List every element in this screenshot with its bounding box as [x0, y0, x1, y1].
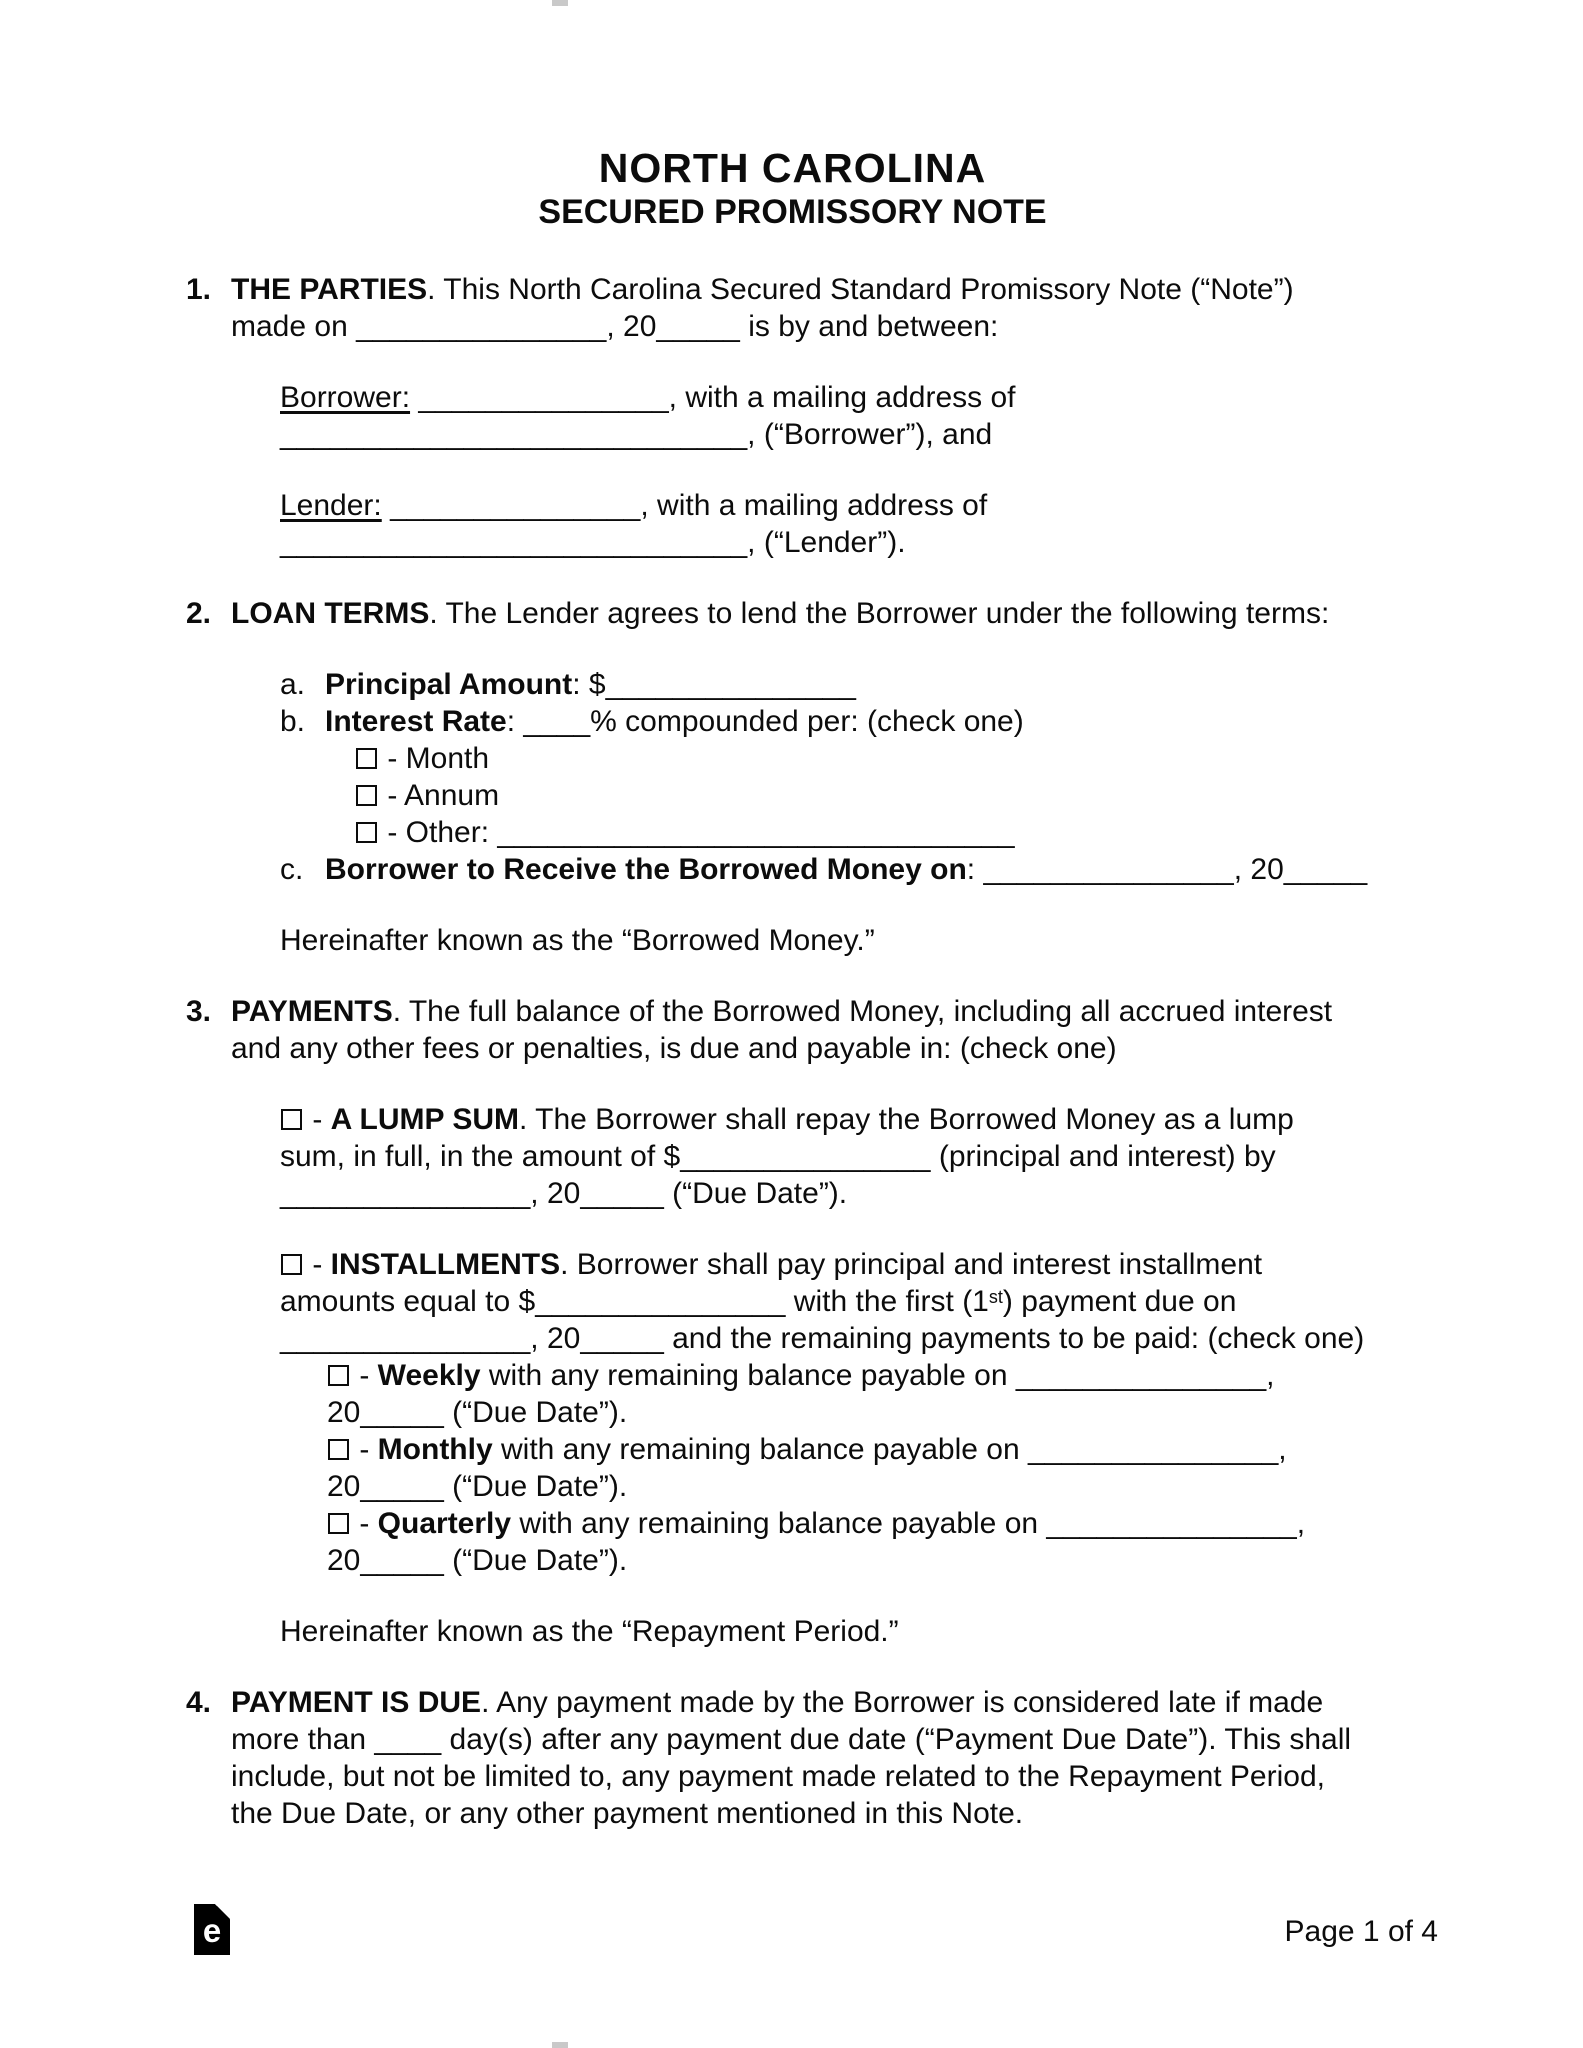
text-run: , with a mailing address of — [640, 489, 988, 522]
text-line — [280, 922, 1399, 959]
text-run: , 20 — [530, 1177, 581, 1210]
text-line — [325, 851, 1399, 888]
text-run: - Month — [379, 742, 490, 775]
text-run: sum, in full, in the amount of $ — [280, 1140, 681, 1173]
text-line — [325, 703, 1399, 740]
item-c-receive-date — [280, 851, 1399, 888]
blank-lender-name: _______________ — [390, 489, 641, 522]
text-run: . Borrower shall pay principal and interest installment — [560, 1248, 1263, 1281]
text-line — [231, 1758, 1399, 1795]
text-run: , (“Lender”). — [747, 526, 906, 559]
blank-borrower-address: ____________________________ — [280, 418, 748, 451]
text-run: Quarterly — [377, 1507, 512, 1540]
option-annum — [355, 777, 1399, 814]
text-line — [327, 1542, 1399, 1579]
checkbox-icon — [281, 1109, 302, 1130]
text-line — [280, 1175, 1399, 1212]
section-body — [231, 595, 1399, 632]
text-line — [280, 379, 1399, 416]
text-run: - — [351, 1507, 378, 1540]
text-run: . The full balance of the Borrowed Money, including all accrued interest — [392, 995, 1333, 1028]
text-run: Lender: — [280, 489, 382, 522]
text-run: Hereinafter known as the “Borrowed Money.” — [280, 924, 875, 957]
text-run: 20 — [327, 1544, 361, 1577]
text-line — [327, 1357, 1399, 1394]
text-line — [325, 666, 1399, 703]
item-body — [325, 666, 1399, 703]
text-run: and any other fees or penalties, is due and payable in: (check one) — [231, 1032, 1117, 1065]
text-run: . The Borrower shall repay the Borrowed Money as a lump — [519, 1103, 1294, 1136]
text-run: - — [351, 1433, 378, 1466]
blank-receive-year: _____ — [1283, 853, 1368, 886]
item-body — [325, 851, 1399, 888]
text-line — [327, 1505, 1399, 1542]
blank-principal-amount: _______________ — [605, 668, 856, 701]
text-line — [231, 308, 1399, 345]
text-line — [355, 777, 1399, 814]
text-run: A LUMP SUM — [330, 1103, 520, 1136]
section-2-loan-terms — [186, 595, 1399, 632]
text-run: with any remaining balance payable on — [480, 1359, 1016, 1392]
option-weekly — [327, 1357, 1399, 1431]
option-month — [355, 740, 1399, 777]
text-line — [280, 1283, 1399, 1320]
text-run: st — [988, 1286, 1003, 1307]
blank-made-on-date: _______________ — [356, 310, 607, 343]
text-run: , 20 — [1233, 853, 1284, 886]
blank-receive-date: _______________ — [983, 853, 1234, 886]
text-line — [280, 1246, 1399, 1283]
eforms-document-logo — [194, 1904, 230, 1955]
list-marker: b. — [280, 705, 306, 738]
section-body — [231, 271, 1399, 345]
text-run: PAYMENTS — [231, 995, 393, 1028]
text-run: - Annum — [379, 779, 500, 812]
text-line — [355, 740, 1399, 777]
section-1-the-parties — [186, 271, 1399, 345]
text-run: : — [506, 705, 524, 738]
blank-borrower-name: _______________ — [418, 381, 669, 414]
text-line — [280, 416, 1399, 453]
text-line — [231, 993, 1399, 1030]
text-run: Interest Rate — [325, 705, 507, 738]
text-line — [280, 1320, 1399, 1357]
text-run: - — [351, 1359, 378, 1392]
text-run: INSTALLMENTS — [330, 1248, 561, 1281]
section-body — [231, 1684, 1399, 1832]
page-number: Page 1 of 4 — [1284, 1915, 1438, 1948]
text-line — [231, 1721, 1399, 1758]
section-4-payment-is-due — [186, 1684, 1399, 1832]
blank-lender-address: ____________________________ — [280, 526, 748, 559]
text-run: , — [1266, 1359, 1275, 1392]
lender-clause — [280, 487, 1399, 561]
text-line — [280, 1101, 1399, 1138]
list-marker: c. — [280, 853, 304, 886]
text-run: (“Due Date”). — [663, 1177, 848, 1210]
text-run: day(s) after any payment due date (“Payment Due Date”). This shall — [441, 1723, 1352, 1756]
text-run: 20 — [327, 1396, 361, 1429]
text-run: . The Lender agrees to lend the Borrower under the following terms: — [429, 597, 1330, 630]
text-run: . This North Carolina Secured Standard Promissory Note (“Note”) — [427, 273, 1294, 306]
checkbox-icon — [328, 1365, 349, 1386]
blank-interest-rate: ____ — [523, 705, 591, 738]
text-line — [280, 1138, 1399, 1175]
text-run: Hereinafter known as the “Repayment Period.” — [280, 1615, 899, 1648]
blank-monthly-year: _____ — [360, 1470, 444, 1503]
checkbox-icon — [356, 822, 377, 843]
text-run: (“Due Date”). — [443, 1470, 628, 1503]
text-line — [280, 487, 1399, 524]
section-number: 3. — [186, 995, 212, 1028]
text-run: : — [966, 853, 984, 886]
text-run: % compounded per: (check one) — [590, 705, 1024, 738]
logo-letter: e — [202, 1912, 222, 1949]
text-run: - — [304, 1248, 331, 1281]
text-run: Borrower to Receive the Borrowed Money on — [325, 853, 967, 886]
text-run: more than — [231, 1723, 375, 1756]
text-run: , (“Borrower”), and — [747, 418, 993, 451]
text-run: Monthly — [377, 1433, 493, 1466]
text-run: (“Due Date”). — [443, 1396, 628, 1429]
text-line — [327, 1468, 1399, 1505]
blank-quarterly-date: _______________ — [1046, 1507, 1297, 1540]
text-run: the Due Date, or any other payment mentioned in this Note. — [231, 1797, 1024, 1830]
document-subtitle: SECURED PROMISSORY NOTE — [538, 193, 1047, 231]
installments-option — [280, 1246, 1399, 1357]
text-run: - — [304, 1103, 331, 1136]
section-3-payments — [186, 993, 1399, 1067]
text-run: made on — [231, 310, 357, 343]
text-line — [231, 595, 1399, 632]
blank-late-days: ____ — [374, 1723, 442, 1756]
blank-first-payment-date: _______________ — [280, 1322, 531, 1355]
blank-installment-amount: _______________ — [535, 1285, 786, 1318]
text-run: - Other: — [379, 816, 498, 849]
text-line — [280, 1613, 1399, 1650]
option-other — [355, 814, 1399, 851]
text-line — [231, 1684, 1399, 1721]
text-line — [231, 271, 1399, 308]
checkbox-icon — [328, 1439, 349, 1460]
text-run: with any remaining balance payable on — [492, 1433, 1028, 1466]
text-run: amounts equal to $ — [280, 1285, 536, 1318]
blank-monthly-date: _______________ — [1028, 1433, 1279, 1466]
text-line — [327, 1431, 1399, 1468]
blank-other-compound: _______________________________ — [497, 816, 1015, 849]
option-monthly — [327, 1431, 1399, 1505]
text-run: is by and between: — [739, 310, 999, 343]
text-run: , 20 — [530, 1322, 581, 1355]
text-line — [327, 1394, 1399, 1431]
section-body — [231, 993, 1399, 1067]
text-run: , — [1278, 1433, 1287, 1466]
blank-lump-amount: _______________ — [680, 1140, 931, 1173]
text-run: ) payment due on — [1002, 1285, 1237, 1318]
text-run — [382, 489, 390, 522]
scan-artifact-bottom — [552, 2042, 568, 2048]
section-number: 2. — [186, 597, 212, 630]
text-run: (principal and interest) by — [930, 1140, 1276, 1173]
section-number: 1. — [186, 273, 212, 306]
list-marker: a. — [280, 668, 306, 701]
text-run: Weekly — [377, 1359, 481, 1392]
item-a-principal-amount — [280, 666, 1399, 703]
blank-weekly-date: _______________ — [1015, 1359, 1267, 1392]
text-line — [231, 1030, 1399, 1067]
text-run: : $ — [572, 668, 606, 701]
text-run: 20 — [327, 1470, 361, 1503]
repayment-period-note — [280, 1613, 1399, 1650]
document-content — [186, 0, 1399, 1832]
text-run: with any remaining balance payable on — [511, 1507, 1047, 1540]
text-run: with the first (1 — [785, 1285, 989, 1318]
checkbox-icon — [328, 1513, 349, 1534]
checkbox-icon — [281, 1254, 302, 1275]
checkbox-icon — [356, 785, 377, 806]
text-run: (“Due Date”). — [443, 1544, 628, 1577]
blank-first-payment-year: _____ — [580, 1322, 664, 1355]
text-run: , 20 — [606, 310, 657, 343]
item-b-interest-rate — [280, 703, 1399, 740]
option-quarterly — [327, 1505, 1399, 1579]
text-line — [231, 1795, 1399, 1832]
text-run: include, but not be limited to, any payment made related to the Repayment Period, — [231, 1760, 1325, 1793]
checkbox-icon — [356, 748, 377, 769]
blank-weekly-year: _____ — [360, 1396, 444, 1429]
text-run: LOAN TERMS — [231, 597, 430, 630]
text-line — [280, 524, 1399, 561]
item-body — [325, 703, 1399, 740]
text-run: . Any payment made by the Borrower is considered late if made — [481, 1686, 1324, 1719]
text-run: THE PARTIES — [231, 273, 428, 306]
blank-lump-date: _______________ — [280, 1177, 531, 1210]
borrower-clause — [280, 379, 1399, 453]
blank-quarterly-year: _____ — [360, 1544, 444, 1577]
text-run: Principal Amount — [325, 668, 573, 701]
text-run: and the remaining payments to be paid: (check one) — [663, 1322, 1365, 1355]
lump-sum-option — [280, 1101, 1399, 1212]
blank-made-on-year: _____ — [656, 310, 740, 343]
blank-lump-year: _____ — [580, 1177, 664, 1210]
document-title: NORTH CAROLINA — [598, 145, 987, 191]
text-line — [355, 814, 1399, 851]
text-run: , — [1296, 1507, 1306, 1540]
borrowed-money-note — [280, 922, 1399, 959]
text-run: , with a mailing address of — [668, 381, 1016, 414]
section-number: 4. — [186, 1686, 212, 1719]
text-run: Borrower: — [280, 381, 411, 414]
text-run: PAYMENT IS DUE — [231, 1686, 482, 1719]
